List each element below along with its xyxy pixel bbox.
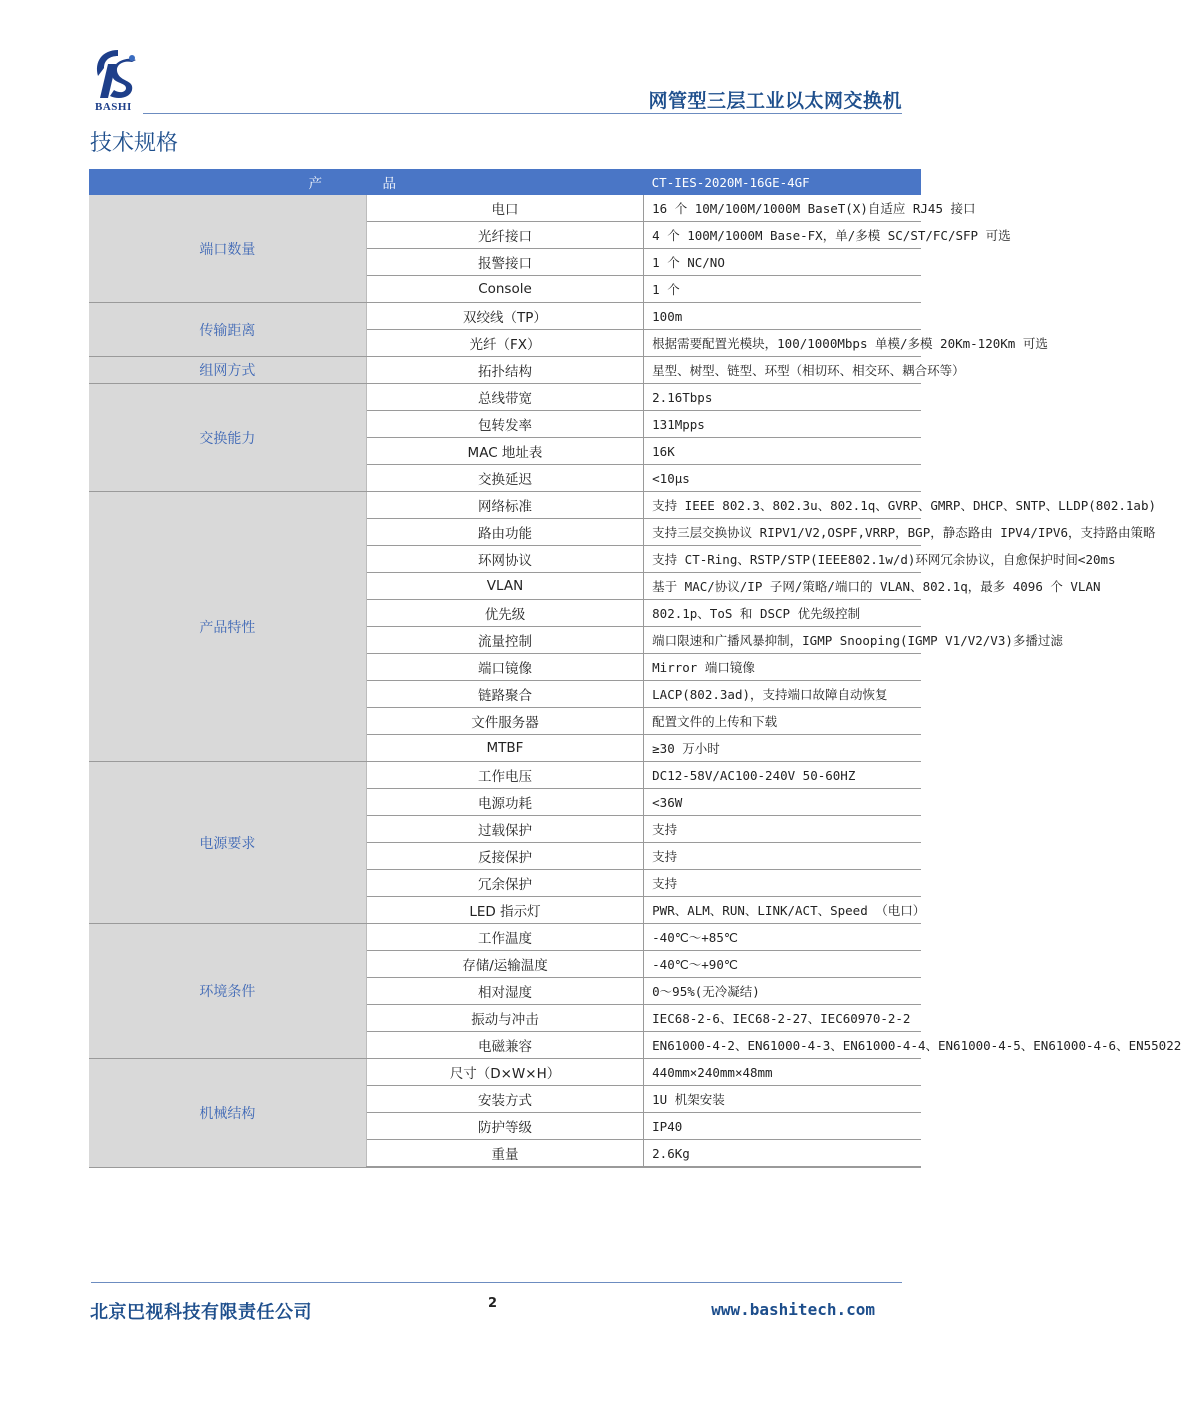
spec-item-value: 802.1p、ToS 和 DSCP 优先级控制 <box>644 600 921 627</box>
footer-company-name: 北京巴视科技有限责任公司 <box>90 1302 312 1323</box>
group-label: 环境条件 <box>89 924 366 1059</box>
spec-item-label: 光纤接口 <box>366 222 643 249</box>
spec-item-label: 尺寸（D×W×H） <box>366 1059 643 1086</box>
logo-wordmark: BASHI <box>95 101 132 113</box>
header-divider <box>143 113 902 114</box>
group-label: 机械结构 <box>89 1059 366 1168</box>
spec-item-value: 1 个 <box>644 276 921 303</box>
spec-item-value: 440mm×240mm×48mm <box>644 1059 921 1086</box>
spec-item-value: 配置文件的上传和下载 <box>644 708 921 735</box>
spec-item-label: 电口 <box>366 195 643 222</box>
table-row <box>89 1059 921 1086</box>
table-row <box>89 195 921 222</box>
spec-item-label: 反接保护 <box>366 843 643 870</box>
spec-item-value: 131Mpps <box>644 411 921 438</box>
spec-item-label: 光纤（FX） <box>366 330 643 357</box>
spec-item-label: LED 指示灯 <box>366 897 643 924</box>
product-model: CT-IES-2020M-16GE-4GF <box>644 169 921 195</box>
spec-item-value: 16K <box>644 438 921 465</box>
spec-item-value: 支持三层交换协议 RIPV1/V2,OSPF,VRRP，BGP，静态路由 IPV4/IPV6，支持路由策略 <box>644 519 921 546</box>
spec-item-label: 防护等级 <box>366 1113 643 1140</box>
spec-item-value: 支持 <box>644 843 921 870</box>
table-row <box>89 924 921 951</box>
spec-item-label: 报警接口 <box>366 249 643 276</box>
spec-item-value: -40℃～+90℃ <box>644 951 921 978</box>
spec-item-label: 工作温度 <box>366 924 643 951</box>
group-label: 传输距离 <box>89 303 366 357</box>
spec-item-value: 2.16Tbps <box>644 384 921 411</box>
spec-item-value: <36W <box>644 789 921 816</box>
group-label: 端口数量 <box>89 195 366 303</box>
spec-item-value: ≥30 万小时 <box>644 735 921 762</box>
page-number: 2 <box>488 1296 498 1311</box>
table-row <box>89 492 921 519</box>
spec-item-label: 链路聚合 <box>366 681 643 708</box>
spec-item-value: 1U 机架安装 <box>644 1086 921 1113</box>
spec-item-value: 4 个 100M/1000M Base-FX，单/多模 SC/ST/FC/SFP 可选 <box>644 222 921 249</box>
spec-item-label: 过载保护 <box>366 816 643 843</box>
product-label: 产 品 <box>89 169 644 195</box>
table-row <box>89 384 921 411</box>
spec-item-label: MAC 地址表 <box>366 438 643 465</box>
table-row <box>89 357 921 384</box>
spec-item-value: Mirror 端口镜像 <box>644 654 921 681</box>
spec-item-value: 16 个 10M/100M/1000M BaseT(X)自适应 RJ45 接口 <box>644 195 921 222</box>
spec-item-value: 根据需要配置光模块，100/1000Mbps 单模/多模 20Km-120Km 可选 <box>644 330 921 357</box>
spec-item-label: 交换延迟 <box>366 465 643 492</box>
spec-item-label: 端口镜像 <box>366 654 643 681</box>
spec-item-label: 振动与冲击 <box>366 1005 643 1032</box>
table-row <box>89 303 921 330</box>
spec-item-label: Console <box>366 276 643 303</box>
spec-item-value: 支持 IEEE 802.3、802.3u、802.1q、GVRP、GMRP、DHCP、SNTP、LLDP(802.1ab) <box>644 492 921 519</box>
document-title: 网管型三层工业以太网交换机 <box>648 90 902 112</box>
spec-item-value: <10μs <box>644 465 921 492</box>
footer-website: www.bashitech.com <box>711 1300 875 1319</box>
spec-item-label: 网络标准 <box>366 492 643 519</box>
table-row <box>89 762 921 789</box>
group-label: 产品特性 <box>89 492 366 762</box>
table-header-row <box>89 169 921 195</box>
spec-item-label: 电源功耗 <box>366 789 643 816</box>
spec-item-label: 拓扑结构 <box>366 357 643 384</box>
spec-item-value: 0～95%(无冷凝结) <box>644 978 921 1005</box>
footer-divider <box>91 1282 902 1283</box>
spec-item-label: 相对湿度 <box>366 978 643 1005</box>
group-label: 组网方式 <box>89 357 366 384</box>
spec-item-value: 基于 MAC/协议/IP 子网/策略/端口的 VLAN、802.1q，最多 4096 个 VLAN <box>644 573 921 600</box>
spec-item-value: 支持 <box>644 870 921 897</box>
spec-item-value: 星型、树型、链型、环型（相切环、相交环、耦合环等） <box>644 357 921 384</box>
spec-item-label: 冗余保护 <box>366 870 643 897</box>
spec-item-value: -40℃～+85℃ <box>644 924 921 951</box>
spec-item-label: 路由功能 <box>366 519 643 546</box>
group-label: 交换能力 <box>89 384 366 492</box>
spec-item-label: 工作电压 <box>366 762 643 789</box>
spec-item-value: IP40 <box>644 1113 921 1140</box>
spec-item-value: 端口限速和广播风暴抑制，IGMP Snooping(IGMP V1/V2/V3)多播过滤 <box>644 627 921 654</box>
spec-item-label: 电磁兼容 <box>366 1032 643 1059</box>
spec-item-label: 优先级 <box>366 600 643 627</box>
spec-item-value: 支持 CT-Ring、RSTP/STP(IEEE802.1w/d)环网冗余协议，自愈保护时间<20ms <box>644 546 921 573</box>
spec-item-value: 支持 <box>644 816 921 843</box>
spec-item-value: DC12-58V/AC100-240V 50-60HZ <box>644 762 921 789</box>
spec-item-label: 包转发率 <box>366 411 643 438</box>
group-label: 电源要求 <box>89 762 366 924</box>
spec-item-label: 流量控制 <box>366 627 643 654</box>
spec-item-label: 重量 <box>366 1140 643 1168</box>
spec-item-value: 1 个 NC/NO <box>644 249 921 276</box>
spec-item-label: 双绞线（TP） <box>366 303 643 330</box>
spec-item-label: 存储/运输温度 <box>366 951 643 978</box>
spec-item-label: 文件服务器 <box>366 708 643 735</box>
spec-table <box>89 169 1181 1168</box>
spec-item-value: EN61000-4-2、EN61000-4-3、EN61000-4-4、EN61000-4-5、EN61000-4-6、EN55022 <box>644 1032 921 1059</box>
spec-item-value: PWR、ALM、RUN、LINK/ACT、Speed （电口） <box>644 897 921 924</box>
spec-item-label: 环网协议 <box>366 546 643 573</box>
spec-item-label: VLAN <box>366 573 643 600</box>
spec-item-label: 安装方式 <box>366 1086 643 1113</box>
spec-item-value: IEC68-2-6、IEC68-2-27、IEC60970-2-2 <box>644 1005 921 1032</box>
page-title: 技术规格 <box>90 131 179 156</box>
spec-item-value: 2.6Kg <box>644 1140 921 1168</box>
spec-item-value: LACP(802.3ad)，支持端口故障自动恢复 <box>644 681 921 708</box>
spec-item-label: MTBF <box>366 735 643 762</box>
spec-item-label: 总线带宽 <box>366 384 643 411</box>
spec-item-value: 100m <box>644 303 921 330</box>
